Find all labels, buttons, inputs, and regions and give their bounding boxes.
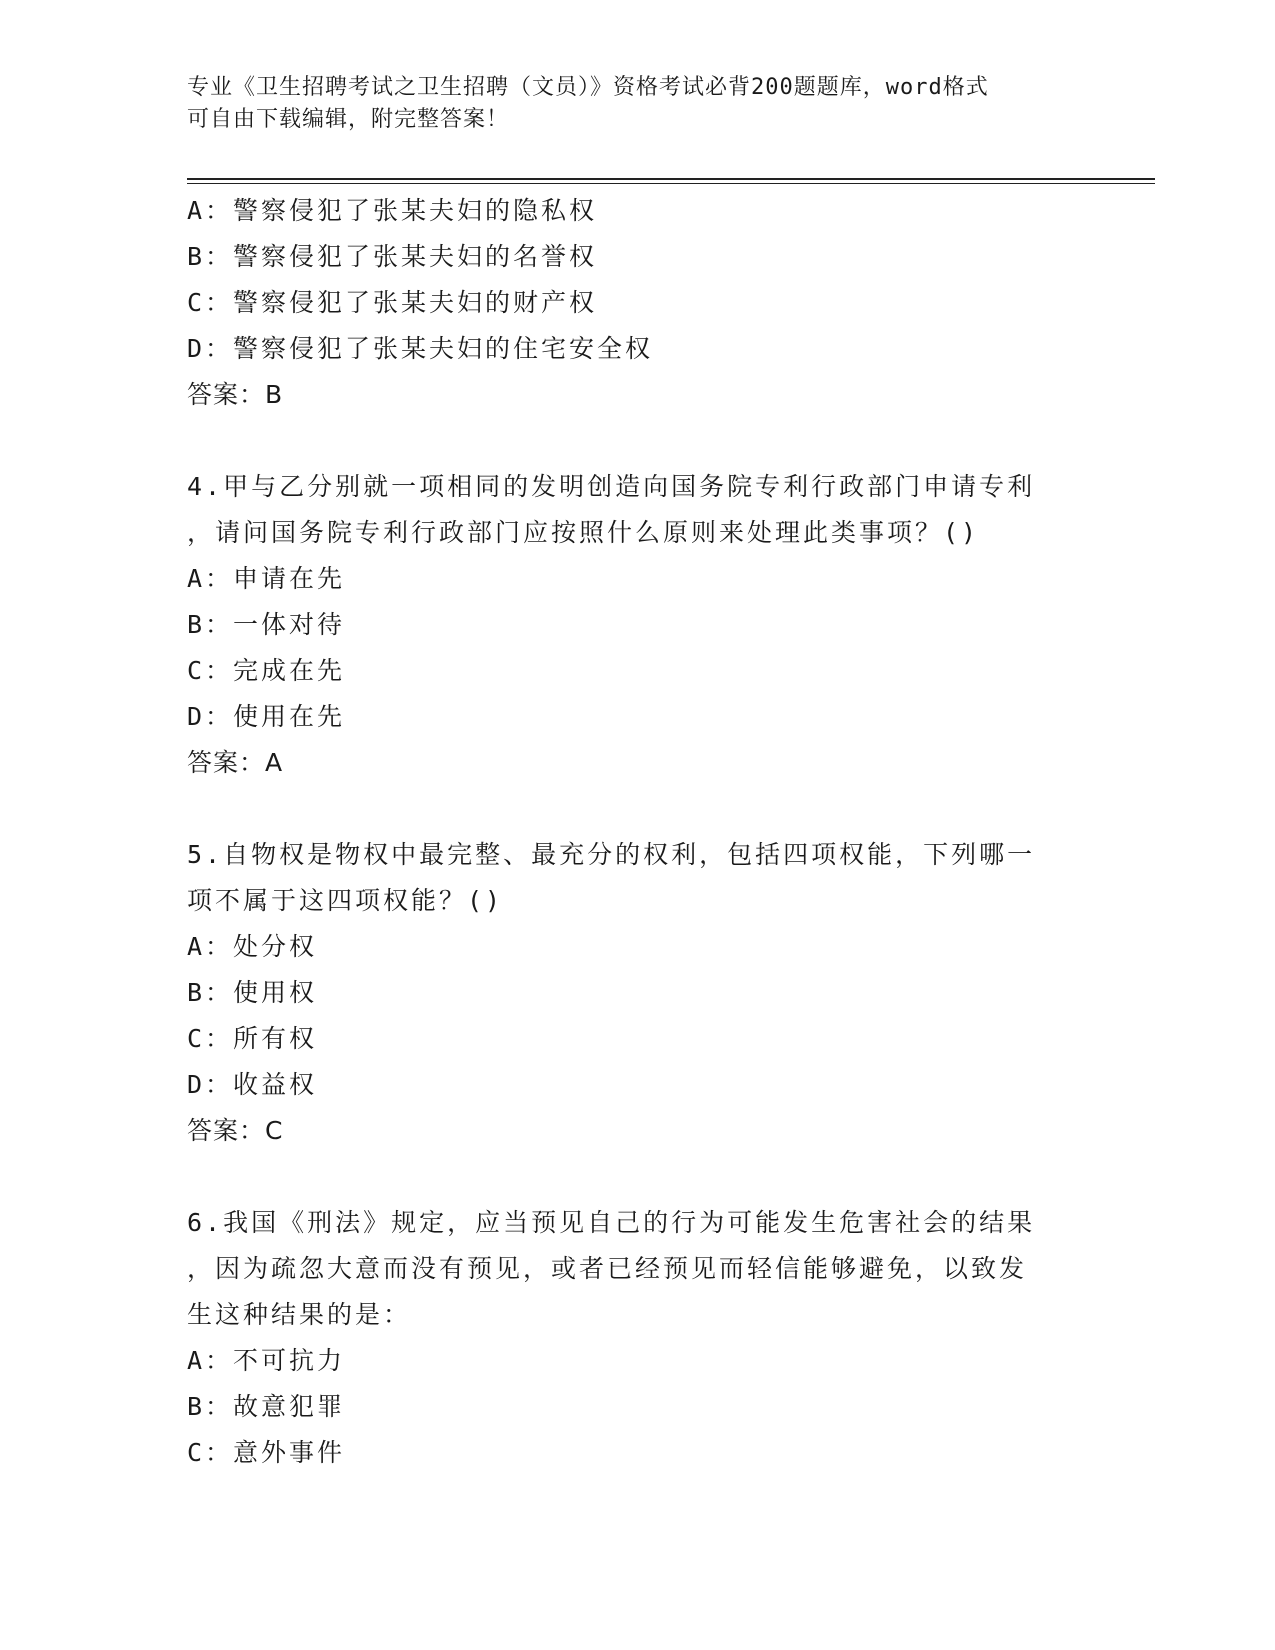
option-d: D：使用在先 xyxy=(187,702,346,731)
option-d: D：警察侵犯了张某夫妇的住宅安全权 xyxy=(187,334,654,363)
question-stem-line: 4.甲与乙分别就一项相同的发明创造向国务院专利行政部门申请专利 xyxy=(187,472,1036,501)
answer-line: 答案：C xyxy=(187,1116,284,1145)
question-stem-line: ，请问国务院专利行政部门应按照什么原则来处理此类事项？() xyxy=(187,518,980,547)
question-3 xyxy=(187,188,1067,418)
document-header xyxy=(187,72,1067,136)
question-stem-line: 6.我国《刑法》规定，应当预见自己的行为可能发生危害社会的结果 xyxy=(187,1208,1036,1237)
question-list xyxy=(187,188,1067,1476)
header-title-line-2: 可自由下载编辑，附完整答案！ xyxy=(187,107,510,132)
option-b: B：警察侵犯了张某夫妇的名誉权 xyxy=(187,242,598,271)
option-c: C：完成在先 xyxy=(187,656,346,685)
option-b: B：一体对待 xyxy=(187,610,346,639)
option-c: C：所有权 xyxy=(187,1024,318,1053)
option-c: C：警察侵犯了张某夫妇的财产权 xyxy=(187,288,598,317)
option-a: A：警察侵犯了张某夫妇的隐私权 xyxy=(187,196,598,225)
header-divider-thick xyxy=(187,178,1155,180)
header-title-line-1: 专业《卫生招聘考试之卫生招聘（文员）》资格考试必背200题题库，word格式 xyxy=(187,75,989,100)
answer-line: 答案：A xyxy=(187,748,284,777)
option-a: A：申请在先 xyxy=(187,564,346,593)
question-5 xyxy=(187,832,1067,1154)
header-divider-thin xyxy=(187,183,1155,184)
question-stem-line: 生这种结果的是： xyxy=(187,1300,412,1329)
option-a: A：处分权 xyxy=(187,932,318,961)
option-b: B：使用权 xyxy=(187,978,318,1007)
option-c: C：意外事件 xyxy=(187,1438,346,1467)
option-d: D：收益权 xyxy=(187,1070,318,1099)
question-stem-line: ，因为疏忽大意而没有预见，或者已经预见而轻信能够避免，以致发 xyxy=(187,1254,1028,1283)
option-a: A：不可抗力 xyxy=(187,1346,346,1375)
question-6 xyxy=(187,1200,1067,1476)
question-4 xyxy=(187,464,1067,786)
question-spacer xyxy=(187,786,1067,832)
question-stem-line: 5.自物权是物权中最完整、最充分的权利，包括四项权能，下列哪一 xyxy=(187,840,1036,869)
question-spacer xyxy=(187,1154,1067,1200)
answer-line: 答案：B xyxy=(187,380,284,409)
question-spacer xyxy=(187,418,1067,464)
question-stem-line: 项不属于这四项权能？() xyxy=(187,886,504,915)
option-b: B：故意犯罪 xyxy=(187,1392,346,1421)
